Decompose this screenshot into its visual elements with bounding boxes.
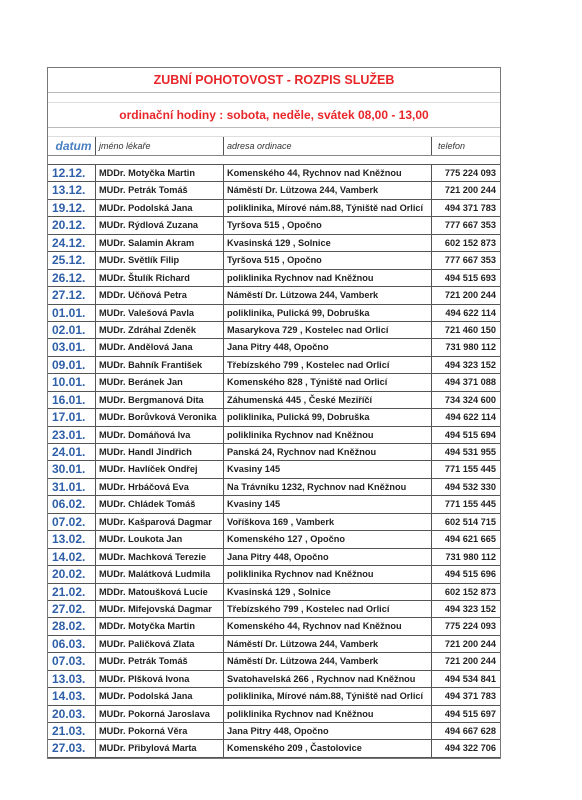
table-row <box>48 531 500 548</box>
date-cell: 12.12. <box>48 165 96 181</box>
address-cell: Třebízského 799 , Kostelec nad Orlicí <box>224 357 432 373</box>
doctor-cell: MUDr. Borůvková Veronika <box>96 409 224 425</box>
address-cell: Kvasinská 129 , Solnice <box>224 235 432 251</box>
date-cell: 13.03. <box>48 671 96 687</box>
date-cell: 19.12. <box>48 200 96 216</box>
doctor-cell: MUDr. Paličková Zlata <box>96 636 224 652</box>
phone-cell: 494 515 693 <box>444 272 496 283</box>
date-cell: 09.01. <box>48 357 96 373</box>
address-cell: Tyršova 515 , Opočno <box>224 217 432 233</box>
phone-cell: 494 371 783 <box>444 691 496 702</box>
phone-cell: 721 200 244 <box>444 290 496 301</box>
date-cell: 26.12. <box>48 270 96 286</box>
phone-cell: 771 155 445 <box>444 499 496 510</box>
office-hours: ordinační hodiny : sobota, neděle, svátek 08,00 - 13,00 <box>48 103 500 128</box>
phone-cell: 775 224 093 <box>444 168 496 178</box>
date-cell: 13.02. <box>48 531 96 547</box>
table-row <box>48 479 500 496</box>
doctor-cell: MUDr. Plšková Ivona <box>96 671 224 687</box>
table-row <box>48 339 500 356</box>
date-cell: 02.01. <box>48 322 96 338</box>
table-row <box>48 444 500 461</box>
date-cell: 24.01. <box>48 444 96 460</box>
address-cell: Náměstí Dr. Lützowa 244, Vamberk <box>224 636 432 652</box>
address-cell: poliklinika Rychnov nad Kněžnou <box>224 706 432 722</box>
date-cell: 17.01. <box>48 409 96 425</box>
address-cell: Masarykova 729 , Kostelec nad Orlicí <box>224 322 432 338</box>
table-row <box>48 322 500 339</box>
phone-cell: 494 667 628 <box>444 726 496 736</box>
address-cell: Jana Pitry 448, Opočno <box>224 339 432 355</box>
doctor-cell: MUDr. Chládek Tomáš <box>96 496 224 512</box>
doctor-cell: MUDr. Havlíček Ondřej <box>96 461 224 477</box>
doctor-cell: MUDr. Pokorná Jaroslava <box>96 706 224 722</box>
table-row <box>48 514 500 531</box>
doctor-cell: MUDr. Machková Terezie <box>96 549 224 565</box>
column-header-row <box>48 137 500 156</box>
phone-cell: 771 155 445 <box>444 464 496 475</box>
date-cell: 14.02. <box>48 549 96 565</box>
doctor-cell: MDDr. Učňová Petra <box>96 287 224 303</box>
address-cell: Kvasinská 129 , Solnice <box>224 584 432 600</box>
table-row <box>48 496 500 513</box>
phone-cell: 734 324 600 <box>444 394 496 405</box>
doctor-cell: MUDr. Rýdlová Zuzana <box>96 217 224 233</box>
address-cell: poliklinika, Mírové nám.88, Týniště nad Orlicí <box>224 200 432 216</box>
table-row <box>48 287 500 304</box>
address-cell: Jana Pitry 448, Opočno <box>224 723 432 739</box>
doctor-cell: MUDr. Salamin Akram <box>96 235 224 251</box>
date-cell: 06.02. <box>48 496 96 512</box>
address-cell: Záhumenská 445 , České Meziříčí <box>224 392 432 408</box>
table-row <box>48 217 500 234</box>
spacer-row <box>48 93 500 103</box>
table-row <box>48 653 500 670</box>
table-row <box>48 252 500 269</box>
date-cell: 16.01. <box>48 392 96 408</box>
phone-cell: 494 531 955 <box>444 447 496 457</box>
phone-cell: 494 621 665 <box>444 534 496 545</box>
phone-cell: 494 323 152 <box>444 359 496 370</box>
doctor-cell: MUDr. Andělová Jana <box>96 339 224 355</box>
table-row <box>48 374 500 391</box>
gap-row <box>48 156 500 165</box>
date-cell: 28.02. <box>48 618 96 634</box>
table-row <box>48 357 500 374</box>
column-header-date: datum <box>48 137 96 155</box>
address-cell: Komenského 828 , Týniště nad Orlicí <box>224 374 432 390</box>
date-cell: 30.01. <box>48 461 96 477</box>
address-cell: Komenského 127 , Opočno <box>224 531 432 547</box>
doctor-cell: MUDr. Bergmanová Dita <box>96 392 224 408</box>
table-row <box>48 740 500 757</box>
table-row <box>48 270 500 287</box>
schedule-rows <box>48 165 500 758</box>
date-cell: 24.12. <box>48 235 96 251</box>
doctor-cell: MUDr. Pokorná Věra <box>96 723 224 739</box>
date-cell: 01.01. <box>48 305 96 321</box>
table-row <box>48 461 500 478</box>
date-cell: 27.12. <box>48 287 96 303</box>
address-cell: Náměstí Dr. Lützowa 244, Vamberk <box>224 653 432 669</box>
phone-cell: 777 667 353 <box>444 220 496 231</box>
table-row <box>48 706 500 723</box>
table-row <box>48 182 500 199</box>
table-row <box>48 235 500 252</box>
phone-cell: 494 323 152 <box>444 603 496 614</box>
address-cell: poliklinika Rychnov nad Kněžnou <box>224 270 432 286</box>
doctor-cell: MDDr. Motyčka Martin <box>96 618 224 634</box>
doctor-cell: MUDr. Petrák Tomáš <box>96 182 224 198</box>
address-cell: Svatohavelská 266 , Rychnov nad Kněžnou <box>224 671 432 687</box>
date-cell: 20.03. <box>48 706 96 722</box>
address-cell: Kvasiny 145 <box>224 461 432 477</box>
doctor-cell: MUDr. Přibylová Marta <box>96 740 224 756</box>
phone-cell: 494 622 114 <box>445 412 496 423</box>
phone-cell: 721 460 150 <box>444 324 496 335</box>
date-cell: 07.03. <box>48 653 96 669</box>
address-cell: poliklinika, Pulická 99, Dobruška <box>224 409 432 425</box>
address-cell: Komenského 44, Rychnov nad Kněžnou <box>224 618 432 634</box>
date-cell: 10.01. <box>48 374 96 390</box>
date-cell: 03.01. <box>48 339 96 355</box>
address-cell: Komenského 209 , Častolovice <box>224 740 432 756</box>
doctor-cell: MUDr. Loukota Jan <box>96 531 224 547</box>
address-cell: poliklinika Rychnov nad Kněžnou <box>224 427 432 443</box>
address-cell: Náměstí Dr. Lützowa 244, Vamberk <box>224 182 432 198</box>
phone-cell: 494 515 694 <box>444 429 496 440</box>
date-cell: 27.03. <box>48 740 96 756</box>
column-header-phone: telefon <box>438 141 466 151</box>
doctor-cell: MUDr. Štulík Richard <box>96 270 224 286</box>
doctor-cell: MUDr. Bahník František <box>96 357 224 373</box>
schedule-sheet <box>47 67 501 759</box>
doctor-cell: MUDr. Podolská Jana <box>96 688 224 704</box>
doctor-cell: MUDr. Handl Jindřich <box>96 444 224 460</box>
address-cell: Tyršova 515 , Opočno <box>224 252 432 268</box>
date-cell: 06.03. <box>48 636 96 652</box>
address-cell: Náměstí Dr. Lützowa 244, Vamberk <box>224 287 432 303</box>
address-cell: poliklinika, Pulická 99, Dobruška <box>224 305 432 321</box>
doctor-cell: MUDr. Hrbáčová Eva <box>96 479 224 495</box>
table-row <box>48 636 500 653</box>
table-row <box>48 723 500 740</box>
address-cell: Třebízského 799 , Kostelec nad Orlicí <box>224 601 432 617</box>
date-cell: 07.02. <box>48 514 96 530</box>
doctor-cell: MUDr. Domáňová Iva <box>96 427 224 443</box>
date-cell: 20.12. <box>48 217 96 233</box>
phone-cell: 602 514 715 <box>444 516 496 527</box>
doctor-cell: MUDr. Beránek Jan <box>96 374 224 390</box>
address-cell: poliklinika Rychnov nad Kněžnou <box>224 566 432 582</box>
doctor-cell: MUDr. Valešová Pavla <box>96 305 224 321</box>
table-row <box>48 549 500 566</box>
table-row <box>48 392 500 409</box>
doctor-cell: MUDr. Podolská Jana <box>96 200 224 216</box>
phone-cell: 721 200 244 <box>444 638 496 649</box>
phone-cell: 721 200 244 <box>444 185 496 196</box>
date-cell: 27.02. <box>48 601 96 617</box>
date-cell: 21.02. <box>48 584 96 600</box>
table-row <box>48 566 500 583</box>
table-row <box>48 165 500 182</box>
address-cell: Kvasiny 145 <box>224 496 432 512</box>
doctor-cell: MUDr. Mifejovská Dagmar <box>96 601 224 617</box>
phone-cell: 731 980 112 <box>445 551 496 562</box>
column-header-doctor: jméno lékaře <box>96 137 224 155</box>
phone-cell: 731 980 112 <box>445 342 496 353</box>
doctor-cell: MDDr. Matoušková Lucie <box>96 584 224 600</box>
phone-cell: 494 515 697 <box>444 708 496 719</box>
address-cell: Komenského 44, Rychnov nad Kněžnou <box>224 165 432 181</box>
address-cell: poliklinika, Mírové nám.88, Týniště nad Orlicí <box>224 688 432 704</box>
phone-cell: 602 152 873 <box>444 237 496 248</box>
date-cell: 20.02. <box>48 566 96 582</box>
date-cell: 31.01. <box>48 479 96 495</box>
phone-cell: 494 371 088 <box>444 377 496 388</box>
doctor-cell: MUDr. Světlík Filip <box>96 252 224 268</box>
table-row <box>48 601 500 618</box>
phone-cell: 494 622 114 <box>445 307 496 318</box>
date-cell: 14.03. <box>48 688 96 704</box>
address-cell: Panská 24, Rychnov nad Kněžnou <box>224 444 432 460</box>
doctor-cell: MDDr. Motyčka Martin <box>96 165 224 181</box>
table-row <box>48 427 500 444</box>
date-cell: 25.12. <box>48 252 96 268</box>
table-row <box>48 409 500 426</box>
table-row <box>48 688 500 705</box>
phone-cell: 494 322 706 <box>444 743 496 754</box>
doctor-cell: MUDr. Petrák Tomáš <box>96 653 224 669</box>
phone-cell: 494 532 330 <box>444 481 496 492</box>
blank-row <box>48 128 500 137</box>
phone-cell: 602 152 873 <box>444 586 496 597</box>
phone-cell: 721 200 244 <box>444 656 496 667</box>
table-row <box>48 200 500 217</box>
phone-cell: 777 667 353 <box>444 255 496 266</box>
date-cell: 21.03. <box>48 723 96 739</box>
phone-cell: 775 224 093 <box>444 621 496 632</box>
phone-cell: 494 371 783 <box>444 202 496 213</box>
phone-cell: 494 515 696 <box>444 569 496 580</box>
table-row <box>48 584 500 601</box>
table-row <box>48 671 500 688</box>
address-cell: Na Trávníku 1232, Rychnov nad Kněžnou <box>224 479 432 495</box>
address-cell: Voříškova 169 , Vamberk <box>224 514 432 530</box>
date-cell: 23.01. <box>48 427 96 443</box>
doctor-cell: MUDr. Malátková Ludmila <box>96 566 224 582</box>
address-cell: Jana Pitry 448, Opočno <box>224 549 432 565</box>
table-row <box>48 618 500 635</box>
date-cell: 13.12. <box>48 182 96 198</box>
column-header-address: adresa ordinace <box>224 137 432 155</box>
table-row <box>48 305 500 322</box>
phone-cell: 494 534 841 <box>444 673 496 684</box>
doctor-cell: MUDr. Zdráhal Zdeněk <box>96 322 224 338</box>
doctor-cell: MUDr. Kašparová Dagmar <box>96 514 224 530</box>
document-title: ZUBNÍ POHOTOVOST - ROZPIS SLUŽEB <box>48 68 500 93</box>
